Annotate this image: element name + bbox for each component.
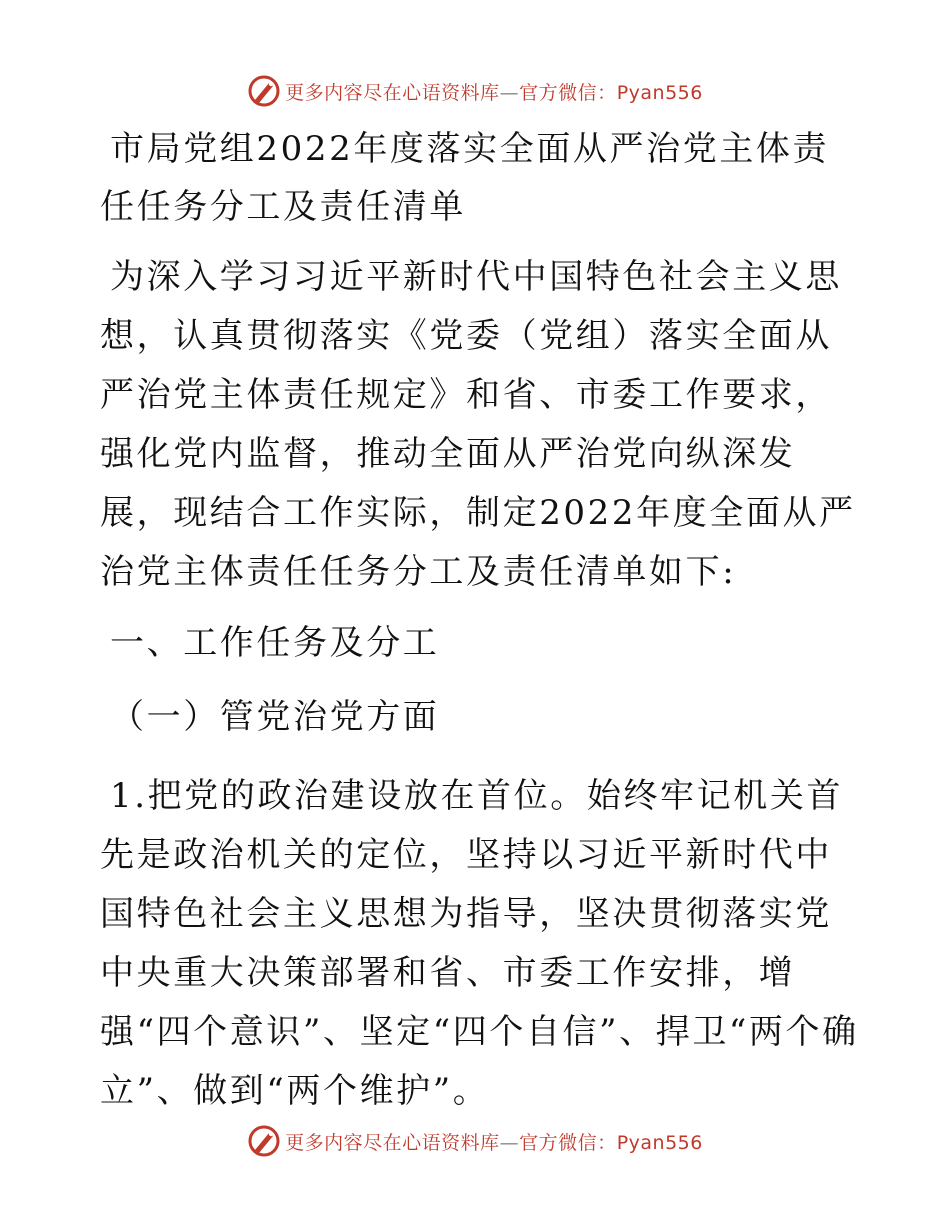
pen-logo-icon <box>247 74 281 108</box>
subsection-heading-1: （一）管党治党方面 <box>110 697 440 737</box>
watermark-header <box>0 71 950 111</box>
pen-logo-icon <box>247 1124 281 1158</box>
watermark-text: 更多内容尽在心语资料库—官方微信：Pyan556 <box>285 81 703 104</box>
watermark-text: 更多内容尽在心语资料库—官方微信：Pyan556 <box>285 1131 703 1154</box>
section-heading-1: 一、工作任务及分工 <box>110 623 440 663</box>
intro-paragraph: 为深入学习习近平新时代中国特色社会主义思想，认真贯彻落实《党委（党组）落实全面从严治党主体责任规定》和省、市委工作要求，强化党内监督，推动全面从严治党向纵深发展，现结合工作实际，制定2022年度全面从严治党主体责任任务分工及责任清单如下: <box>100 257 856 592</box>
item-paragraph-1: 1.把党的政治建设放在首位。始终牢记机关首先是政治机关的定位，坚持以习近平新时代中国特色社会主义思想为指导，坚决贯彻落实党中央重大决策部署和省、市委工作安排，增强“四个意识”、坚定“四个自信”、捍卫“两个确立”、做到“两个维护”。 <box>100 776 859 1111</box>
document-title: 市局党组2022年度落实全面从严治党主体责任任务分工及责任清单 <box>100 129 830 227</box>
watermark-footer <box>0 1121 950 1161</box>
